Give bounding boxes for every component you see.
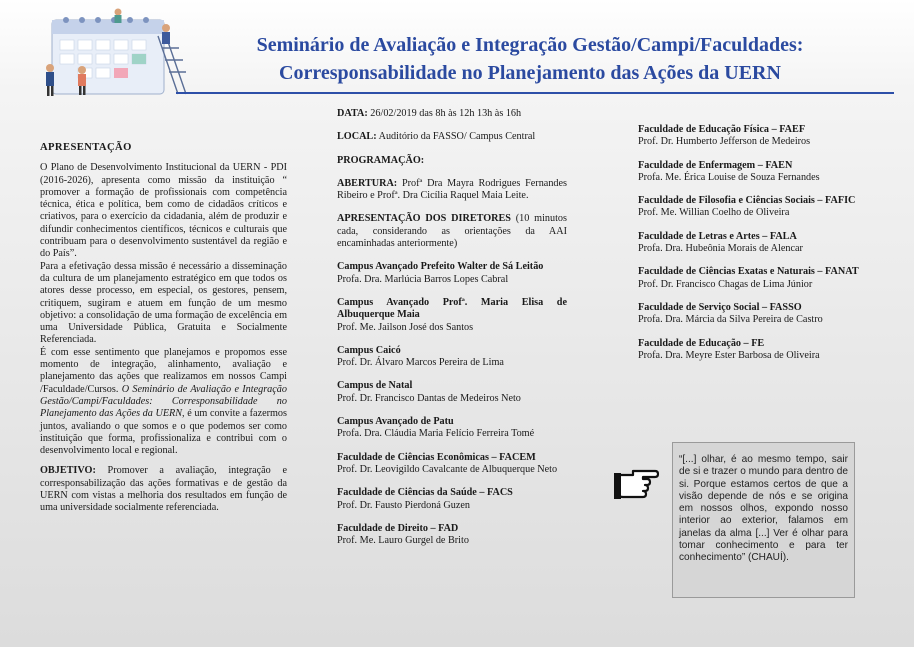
program-column: [337, 108, 567, 558]
units-list-column-3: [638, 124, 870, 362]
campus-unit-director: Prof. Dr. Francisco Dantas de Medeiros Neto: [337, 392, 521, 404]
location-value: Auditório da FASSO/ Campus Central: [376, 131, 536, 143]
faculty-unit-item: [638, 266, 870, 291]
campus-unit-director: Prof. Dr. Fausto Pierdoná Guzen: [337, 499, 470, 511]
program-heading: PROGRAMAÇÃO:: [337, 154, 425, 166]
objective-text: Promover a avaliação, integração e corresponsabilização das ações formativas e de gestão da UERN com vistas a melhoria dos resultados em função de uma universidade socialmente referenciada.: [40, 465, 287, 514]
faculty-unit-name: Faculdade de Educação Física – FAEF: [638, 124, 806, 135]
faculty-unit-item: [638, 338, 870, 363]
faculty-unit-director: Profa. Dra. Márcia da Silva Pereira de Castro: [638, 314, 823, 326]
campus-unit-item: [337, 297, 567, 334]
presentation-paragraph-2: Para a efetivação dessa missão é necessário a disseminação da cultura de um planejamento estratégico em que todos os atores desse processo, em especial, os gestores, pensem, critiquem, sugiram e atuem em função de um mesmo objetivo: a consolidação de uma formação de excelência em uma Universidade Pública, Gratuita e Socialmente Referenciada.: [40, 260, 287, 346]
campus-unit-item: [337, 380, 567, 405]
campus-unit-name: Campus de Natal: [337, 380, 413, 392]
date-value: 26/02/2019 das 8h às 12h 13h às 16h: [367, 108, 522, 119]
presentation-paragraph-1: O Plano de Desenvolvimento Institucional da UERN - PDI (2016-2026), apresenta como missão da instituição “ promover a formação de profissionais com competência técnica, ética e política, bem como de cidadãos críticos e criativos, para o exercício da cidadania, além de produzir e difundir conhecimentos científicos, técnicos e culturais que contribuam para o desenvolvimento sustentável da região e do País”.: [40, 162, 287, 260]
faculty-unit-name: Faculdade de Ciências Exatas e Naturais – FANAT: [638, 266, 859, 278]
faculty-unit-item: [638, 231, 870, 256]
units-list-column-2: [337, 261, 567, 547]
campus-unit-name: Faculdade de Ciências da Saúde – FACS: [337, 487, 513, 499]
faculty-unit-item: [638, 302, 870, 327]
campus-unit-name: Campus Caicó: [337, 344, 401, 356]
campus-unit-item: [337, 452, 567, 477]
campus-unit-director: Profa. Dra. Cláudia Maria Felício Ferreira Tomé: [337, 428, 535, 440]
pointing-hand-icon: [613, 457, 659, 499]
presentation-paragraph-3-end: é um convite a fazermos juntos, avaliando o que somos e o que podemos ser como instituição que forma, profissionaliza e contribui com o desenvolvimento local e regional.: [40, 408, 287, 457]
directors-label: APRESENTAÇÃO DOS DIRETORES: [337, 213, 511, 225]
faculty-unit-director: Prof. Dr. Humberto Jefferson de Medeiros: [638, 136, 811, 148]
faculty-unit-name: Faculdade de Serviço Social – FASSO: [638, 301, 802, 313]
event-location: [337, 131, 567, 143]
faculty-unit-director: Prof. Dr. Francisco Chagas de Lima Júnior: [638, 278, 813, 290]
campus-unit-director: Profa. Dra. Marlúcia Barros Lopes Cabral: [337, 273, 509, 285]
campus-unit-item: [337, 345, 567, 370]
faculty-unit-director: Profa. Dra. Meyre Ester Barbosa de Oliveira: [638, 349, 820, 361]
campus-unit-director: Prof. Me. Jailson José dos Santos: [337, 321, 474, 333]
faculty-unit-name: Faculdade de Enfermagem – FAEN: [638, 159, 793, 171]
campus-unit-name: Campus Avançado Prefeito Walter de Sá Leitão: [337, 261, 544, 273]
event-date: [337, 108, 567, 120]
faculty-unit-name: Faculdade de Filosofia e Ciências Sociais – FAFIC: [638, 195, 856, 207]
campus-unit-director: Prof. Dr. Álvaro Marcos Pereira de Lima: [337, 357, 504, 369]
campus-unit-name: Campus Avançado de Patu: [337, 416, 454, 428]
presentation-column: [40, 142, 287, 515]
campus-unit-director: Prof. Me. Lauro Gurgel de Brito: [337, 535, 469, 547]
campus-unit-item: [337, 487, 567, 512]
header-divider: [176, 92, 894, 94]
campus-unit-name: Campus Avançado Profª. Maria Elisa de Albuquerque Maia: [337, 296, 567, 321]
opening-item: [337, 178, 567, 203]
faculty-unit-director: Prof. Me. Willian Coelho de Oliveira: [638, 207, 790, 219]
seminar-title-italic: O Seminário de Avaliação e Integração Gestão/Campi/Faculdades: Corresponsabilidade no Planejamento das Ações da UERN,: [40, 383, 287, 420]
calendar-planning-illustration-icon: [38, 6, 188, 98]
document-title-line-1: Seminário de Avaliação e Integração Gestão/Campi/Faculdades:: [256, 34, 804, 56]
objective-label: OBJETIVO:: [40, 465, 96, 477]
campus-unit-director: Prof. Dr. Leovigildo Cavalcante de Albuquerque Neto: [337, 463, 558, 475]
opening-value: Profª Dra Mayra Rodrigues Fernandes Ribeiro e Profª. Dra Cicília Raquel Maia Leite.: [337, 177, 567, 202]
faculty-unit-item: [638, 160, 870, 185]
faculty-unit-director: Profa. Dra. Hubeônia Morais de Alencar: [638, 243, 803, 255]
objective-paragraph: [40, 465, 287, 514]
directors-value: (10 minutos cada, considerando as orientações da AAI encaminhadas anteriormente): [337, 213, 567, 250]
presentation-paragraph-3: [40, 347, 287, 458]
document-title-line-2: Corresponsabilidade no Planejamento das Ações da UERN: [279, 62, 781, 84]
quote-box: “[...] olhar, é ao mesmo tempo, sair de si e trazer o mundo para dentro de si. Porque estamos certos de que a visão depende de nós e se origina em nossos olhos, expondo nosso interior ao exterior, falamos em janelas da alma [...] Ver é olhar para tomar conhecimento e para ter conhecimento” (CHAUÍ).: [672, 442, 855, 598]
presentation-heading: APRESENTAÇÃO: [40, 142, 132, 153]
campus-unit-item: [337, 261, 567, 286]
faculty-unit-name: Faculdade de Letras e Artes – FALA: [638, 230, 797, 242]
faculties-column: [638, 124, 870, 373]
campus-unit-item: [337, 416, 567, 441]
campus-unit-name: Faculdade de Ciências Econômicas – FACEM: [337, 451, 536, 463]
campus-unit-item: [337, 523, 567, 548]
opening-label: ABERTURA:: [337, 177, 398, 189]
faculty-unit-item: [638, 195, 870, 220]
directors-item: [337, 213, 567, 250]
date-label: DATA:: [337, 108, 368, 119]
location-label: LOCAL:: [337, 131, 377, 143]
faculty-unit-director: Profa. Me. Érica Louise de Souza Fernandes: [638, 171, 820, 183]
presentation-paragraph-3-text: É com esse sentimento que planejamos e propomos esse momento de integração, alinhamento, avaliação e planejamento das ações que realizamos em nossos Campi /Faculdade/Cursos.: [40, 346, 287, 395]
faculty-unit-name: Faculdade de Educação – FE: [638, 337, 765, 349]
campus-unit-name: Faculdade de Direito – FAD: [337, 522, 459, 534]
faculty-unit-item: [638, 124, 870, 149]
